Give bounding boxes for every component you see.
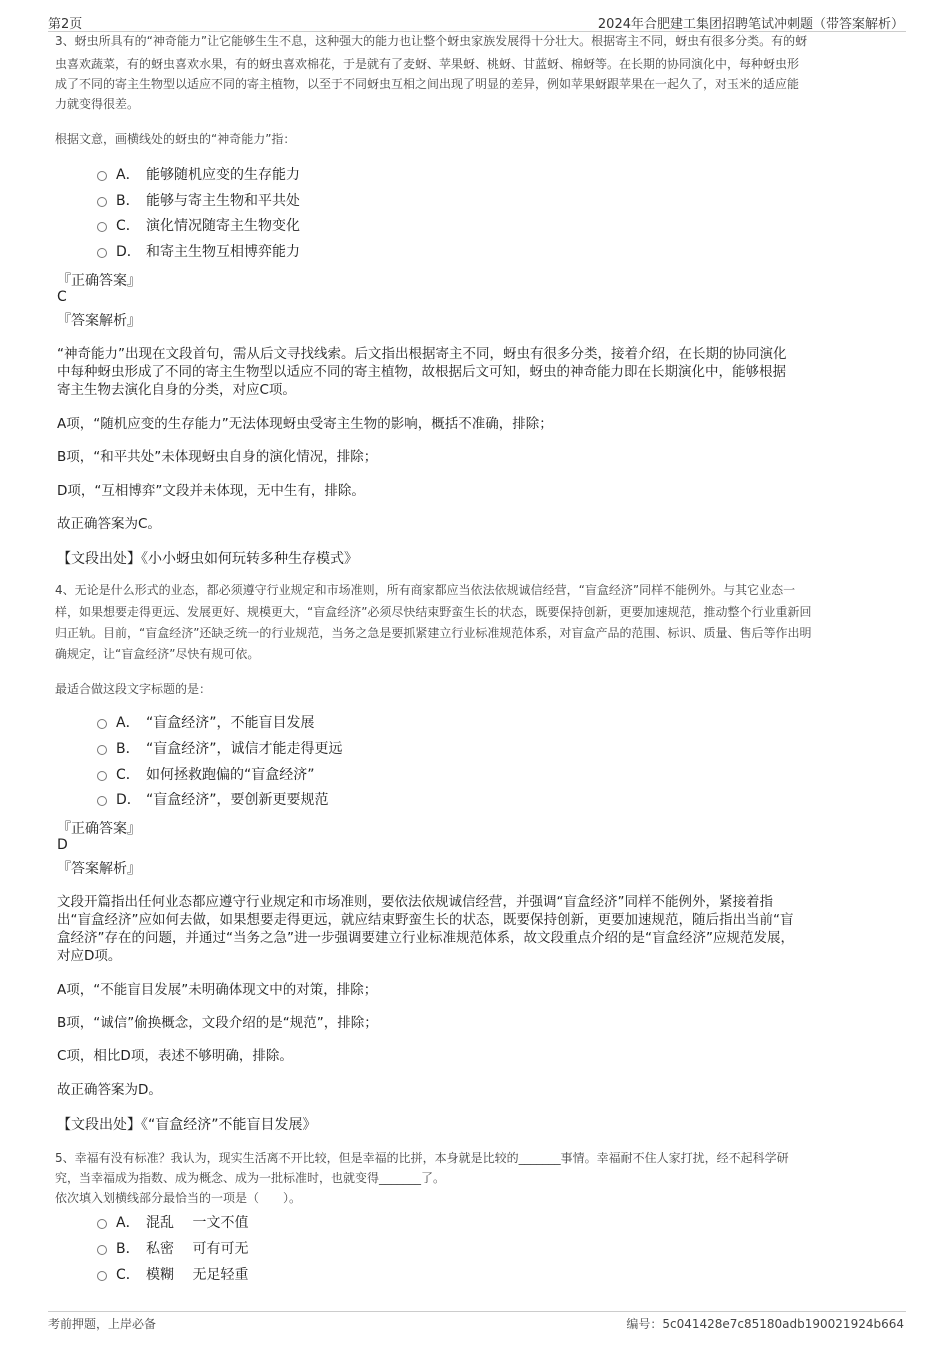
option-text: 模糊 无足轻重 (146, 1267, 249, 1283)
option-text: 演化情况随寄主生物变化 (146, 218, 300, 234)
option-text: “盲盒经济”，不能盲目发展 (146, 715, 315, 731)
q3-option-d[interactable] (97, 241, 300, 261)
q3-prompt: 根据文意，画横线处的蚜虫的“神奇能力”指： (55, 132, 296, 146)
q4-analysis-label: 『答案解析』 (57, 861, 141, 877)
radio-icon[interactable] (97, 248, 107, 258)
footer-divider (48, 1311, 906, 1312)
q4-conclusion: 故正确答案为D。 (57, 1082, 162, 1098)
q3-passage-line-4: 力就变得很差。 (55, 97, 140, 111)
q4-analysis-line-2: 出“盲盒经济”应如何去做，如果想要走得更远，就应结束野蛮生长的状态，既要保持创新，更要加速规范，随后指出当前“盲 (57, 912, 794, 928)
q3-note-b: B项，“和平共处”未体现蚜虫自身的演化情况，排除； (57, 449, 378, 465)
option-text: 如何拯救跑偏的“盲盒经济” (146, 767, 315, 783)
q5-passage-line-2: 究，当幸福成为指数、成为概念、成为一批标准时，也就变得_______了。 (55, 1171, 446, 1185)
radio-icon[interactable] (97, 719, 107, 729)
option-letter: C． (116, 218, 140, 234)
q5-option-a[interactable] (97, 1212, 248, 1232)
option-text: 能够与寄主生物和平共处 (146, 193, 300, 209)
q4-passage-line-3: 归正轨。目前，“盲盒经济”还缺乏统一的行业规范，当务之急是要抓紧建立行业标准规范体系，对盲盒产品的范围、标识、质量、售后等作出明 (55, 626, 812, 640)
q5-option-b[interactable] (97, 1238, 248, 1258)
q3-note-a: A项，“随机应变的生存能力”无法体现蚜虫受寄主生物的影响，概括不准确，排除； (57, 416, 553, 432)
option-text: 私密 可有可无 (146, 1241, 249, 1257)
radio-icon[interactable] (97, 1245, 107, 1255)
q3-source: 【文段出处】《小小蚜虫如何玩转多种生存模式》 (57, 551, 358, 567)
option-text: “盲盒经济”，诚信才能走得更远 (146, 741, 343, 757)
q4-source: 【文段出处】《“盲盒经济”不能盲目发展》 (57, 1117, 317, 1133)
q4-note-a: A项，“不能盲目发展”未明确体现文中的对策，排除； (57, 982, 378, 998)
q4-passage-line-4: 确规定，让“盲盒经济”尽快有规可依。 (55, 647, 260, 661)
q3-note-d: D项，“互相博弈”文段并未体现，无中生有，排除。 (57, 483, 365, 499)
option-text: 混乱 一文不值 (146, 1215, 249, 1231)
option-letter: D． (116, 244, 141, 260)
q3-option-b[interactable] (97, 190, 300, 210)
q4-passage-line-1: 4、无论是什么形式的业态，都必须遵守行业规定和市场准则，所有商家都应当依法依规诚信经营，“盲盒经济”同样不能例外。与其它业态一 (55, 583, 796, 597)
option-letter: B． (116, 741, 140, 757)
option-letter: D． (116, 792, 141, 808)
q5-passage-line-1: 5、幸福有没有标准？我认为，现实生活离不开比较，但是幸福的比拼，本身就是比较的_______事情。幸福耐不住人家打扰，经不起科学研 (55, 1151, 789, 1165)
q4-analysis-line-1: 文段开篇指出任何业态都应遵守行业规定和市场准则，要依法依规诚信经营，并强调“盲盒经济”同样不能例外，紧接着指 (57, 894, 773, 910)
q4-option-c[interactable] (97, 764, 315, 784)
q4-note-c: C项，相比D项，表述不够明确，排除。 (57, 1048, 293, 1064)
radio-icon[interactable] (97, 171, 107, 181)
radio-icon[interactable] (97, 197, 107, 207)
q4-prompt: 最适合做这段文字标题的是： (55, 682, 212, 696)
radio-icon[interactable] (97, 796, 107, 806)
option-letter: C． (116, 767, 140, 783)
q4-analysis-line-3: 盒经济”存在的问题，并通过“当务之急”进一步强调要建立行业标准规范体系，故文段重点介绍的是“盲盒经济”应规范发展， (57, 930, 794, 946)
q3-option-c[interactable] (97, 215, 300, 235)
q4-note-b: B项，“诚信”偷换概念，文段介绍的是“规范”，排除； (57, 1015, 378, 1031)
q3-analysis-line-1: “神奇能力”出现在文段首句，需从后文寻找线索。后文指出根据寄主不同，蚜虫有很多分类，接着介绍，在长期的协同演化 (57, 346, 787, 362)
option-text: 和寄主生物互相博弈能力 (146, 244, 300, 260)
q5-prompt: 依次填入划横线部分最恰当的一项是（ ）。 (55, 1191, 302, 1205)
q3-conclusion: 故正确答案为C。 (57, 516, 161, 532)
q4-option-b[interactable] (97, 738, 343, 758)
q3-analysis-label: 『答案解析』 (57, 313, 141, 329)
option-text: 能够随机应变的生存能力 (146, 167, 300, 183)
q3-answer: C (57, 289, 67, 305)
option-letter: A． (116, 1215, 140, 1231)
q4-analysis-line-4: 对应D项。 (57, 948, 122, 964)
q3-analysis-line-2: 中每种蚜虫形成了不同的寄主生物型以适应不同的寄主植物，故根据后文可知，蚜虫的神奇能力即在长期演化中，能够根据 (57, 364, 786, 380)
radio-icon[interactable] (97, 1271, 107, 1281)
q4-answer: D (57, 837, 68, 853)
option-letter: A． (116, 715, 140, 731)
radio-icon[interactable] (97, 1219, 107, 1229)
q4-option-d[interactable] (97, 789, 329, 809)
option-letter: B． (116, 193, 140, 209)
footer-slogan: 考前押题，上岸必备 (48, 1317, 157, 1331)
q3-passage-line-3: 成了不同的寄主生物型以适应不同的寄主植物，以至于不同蚜虫互相之间出现了明显的差异，例如苹果蚜跟苹果在一起久了，对玉米的适应能 (55, 77, 800, 91)
document-id: 编号：5c041428e7c85180adb190021924b664 (626, 1317, 904, 1331)
option-letter: C． (116, 1267, 140, 1283)
q5-option-c[interactable] (97, 1264, 248, 1284)
q3-passage-line-1: 3、蚜虫所具有的“神奇能力”让它能够生生不息，这种强大的能力也让整个蚜虫家族发展得十分壮大。根据寄主不同，蚜虫有很多分类。有的蚜 (55, 34, 808, 48)
q3-passage-line-2: 虫喜欢蔬菜，有的蚜虫喜欢水果，有的蚜虫喜欢棉花，于是就有了麦蚜、苹果蚜、桃蚜、甘蓝蚜、棉蚜等。在长期的协同演化中，每种蚜虫形 (55, 57, 800, 71)
page-number: 第2页 (48, 17, 83, 32)
q4-passage-line-2: 样，如果想要走得更远、发展更好、规模更大，“盲盒经济”必须尽快结束野蛮生长的状态，既要保持创新，更要加速规范，推动整个行业重新回 (55, 605, 812, 619)
q4-option-a[interactable] (97, 712, 315, 732)
radio-icon[interactable] (97, 771, 107, 781)
q3-analysis-line-3: 寄主生物去演化自身的分类，对应C项。 (57, 382, 296, 398)
radio-icon[interactable] (97, 745, 107, 755)
option-text: “盲盒经济”，要创新更要规范 (146, 792, 329, 808)
option-letter: A． (116, 167, 140, 183)
q3-answer-label: 『正确答案』 (57, 273, 141, 289)
radio-icon[interactable] (97, 222, 107, 232)
q3-option-a[interactable] (97, 164, 300, 184)
q4-answer-label: 『正确答案』 (57, 821, 141, 837)
option-letter: B． (116, 1241, 140, 1257)
document-title: 2024年合肥建工集团招聘笔试冲刺题（带答案解析） (597, 17, 904, 32)
